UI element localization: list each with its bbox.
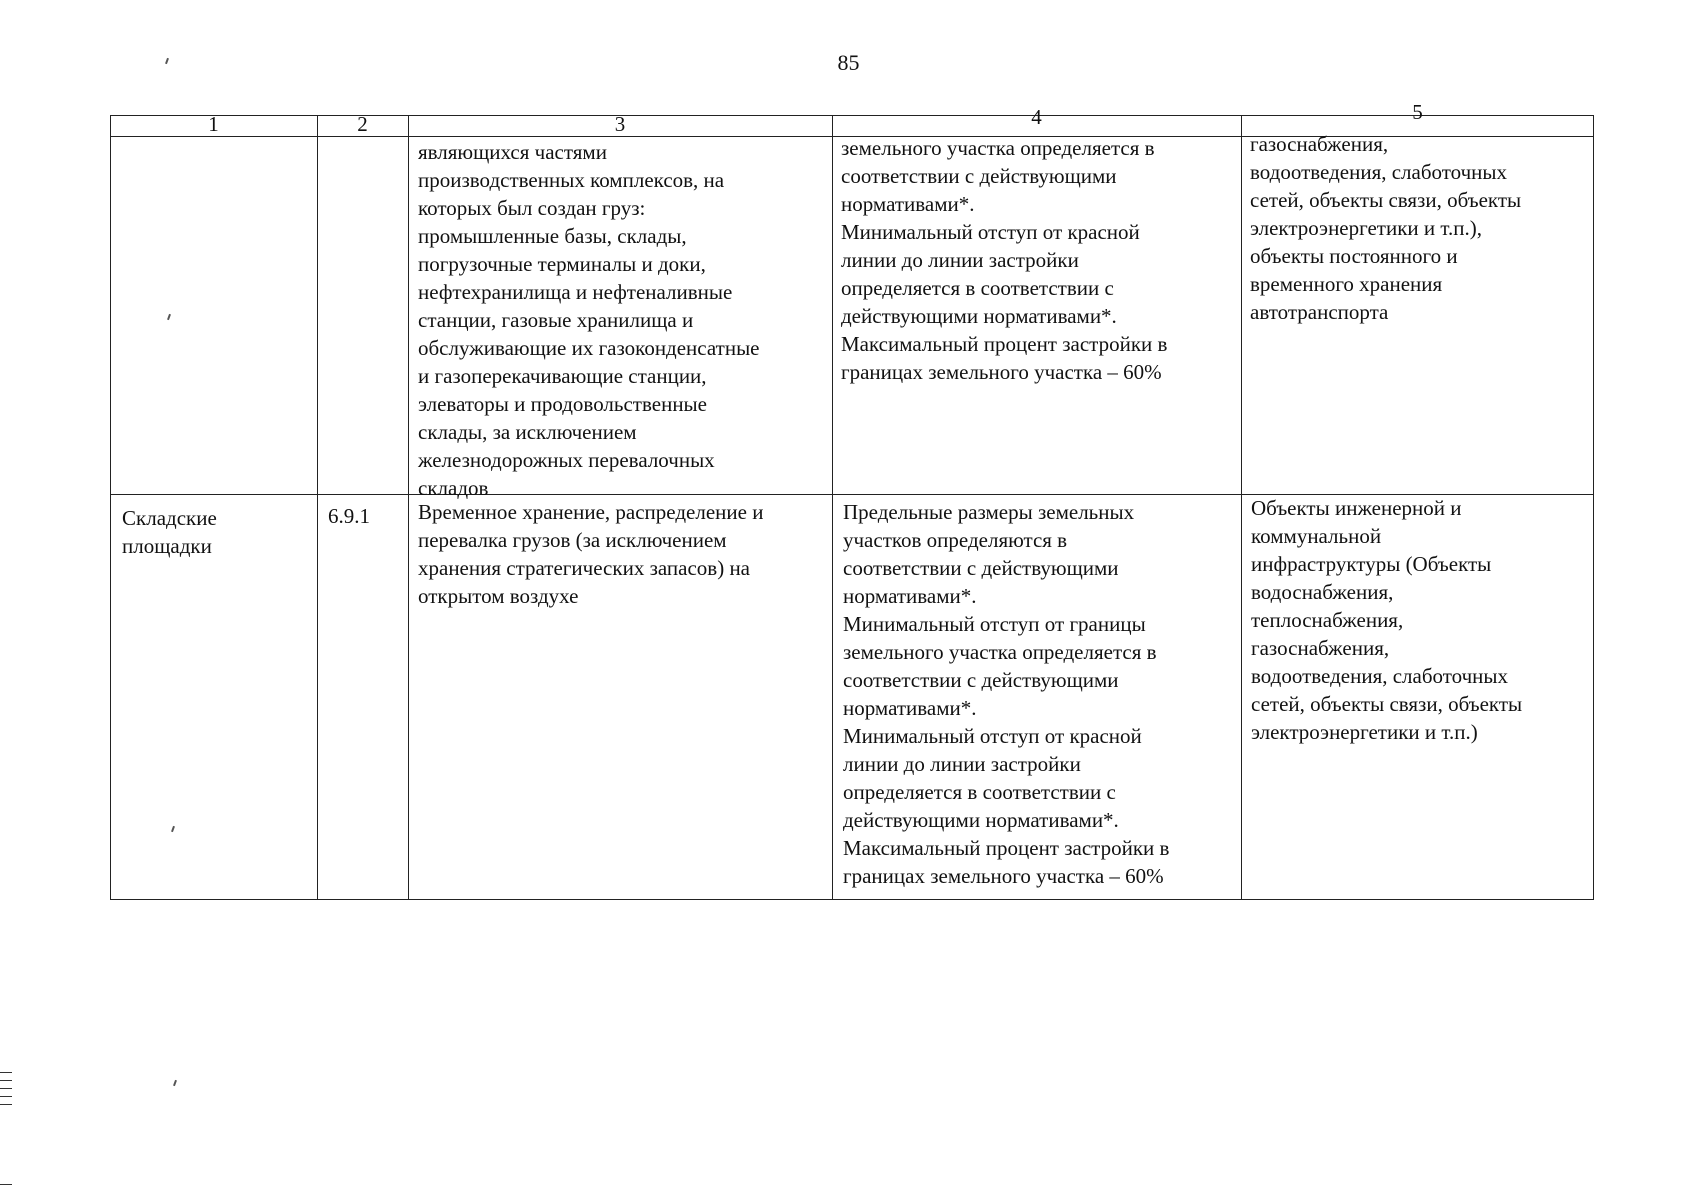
table-left-border bbox=[110, 115, 111, 900]
column-header-4: 4 bbox=[1031, 105, 1042, 129]
column-header-2: 2 bbox=[357, 112, 368, 136]
row1-parameters: земельного участка определяется в соответствии с действующими нормативами*. Минимальный отступ от красной линии до линии застройки определяется в соответствии с действующими нормативами*. Максимальный процент застройки в границах земельного участка – 60% bbox=[841, 136, 1168, 384]
zoning-table bbox=[110, 100, 1594, 900]
column-divider-3 bbox=[832, 115, 833, 900]
table-right-border bbox=[1593, 115, 1594, 900]
scan-margin-mark bbox=[0, 1104, 12, 1105]
row2-use-code: 6.9.1 bbox=[328, 504, 370, 528]
column-header-5: 5 bbox=[1412, 100, 1423, 124]
table-bottom-border bbox=[110, 899, 1594, 900]
column-divider-4 bbox=[1241, 115, 1242, 900]
page-number: 85 bbox=[837, 50, 860, 75]
row2-auxiliary-uses: Объекты инженерной и коммунальной инфраструктуры (Объекты водоснабжения, теплоснабжения, газоснабжения, водоотведения, слаботочных сетей, объекты связи, объекты электроэнергетики и т.п.) bbox=[1251, 496, 1523, 744]
scan-speck bbox=[173, 1080, 177, 1086]
row1-use-description: являющихся частями производственных комплексов, на которых был создан груз: промышленные базы, склады, погрузочные терминалы и доки, нефтехранилища и нефтеналивные станции, газовые хранилища и обслуживающие их газоконденсатные и газоперекачивающие станции, элеваторы и продовольственные склады, за исключением железнодорожных перевалочных складов bbox=[418, 140, 760, 500]
row2-parameters: Предельные размеры земельных участков определяются в соответствии с действующими нормативами*. Минимальный отступ от границы земельного участка определяется в соответствии с действующими нормативами*. Минимальный отступ от красной линии до линии застройки определяется в соответствии с действующими нормативами*. Максимальный процент застройки в границах земельного участка – 60% bbox=[843, 500, 1170, 888]
row1-auxiliary-uses: газоснабжения, водоотведения, слаботочных сетей, объекты связи, объекты электроэнергетики и т.п.), объекты постоянного и временного хранения автотранспорта bbox=[1250, 132, 1522, 324]
column-header-1: 1 bbox=[208, 112, 219, 136]
scan-margin-mark bbox=[0, 1088, 12, 1089]
scan-margin-mark bbox=[0, 1080, 12, 1081]
scan-margin-mark bbox=[0, 1096, 12, 1097]
column-header-3: 3 bbox=[614, 112, 626, 136]
column-divider-1 bbox=[317, 115, 318, 900]
scan-margin-mark bbox=[0, 1072, 12, 1073]
row2-use-description: Временное хранение, распределение и перевалка грузов (за исключением хранения стратегических запасов) на открытом воздухе bbox=[418, 500, 764, 608]
column-divider-2 bbox=[408, 115, 409, 900]
row2-use-name: Складские площадки bbox=[122, 506, 217, 558]
scan-margin-mark bbox=[0, 1184, 12, 1185]
